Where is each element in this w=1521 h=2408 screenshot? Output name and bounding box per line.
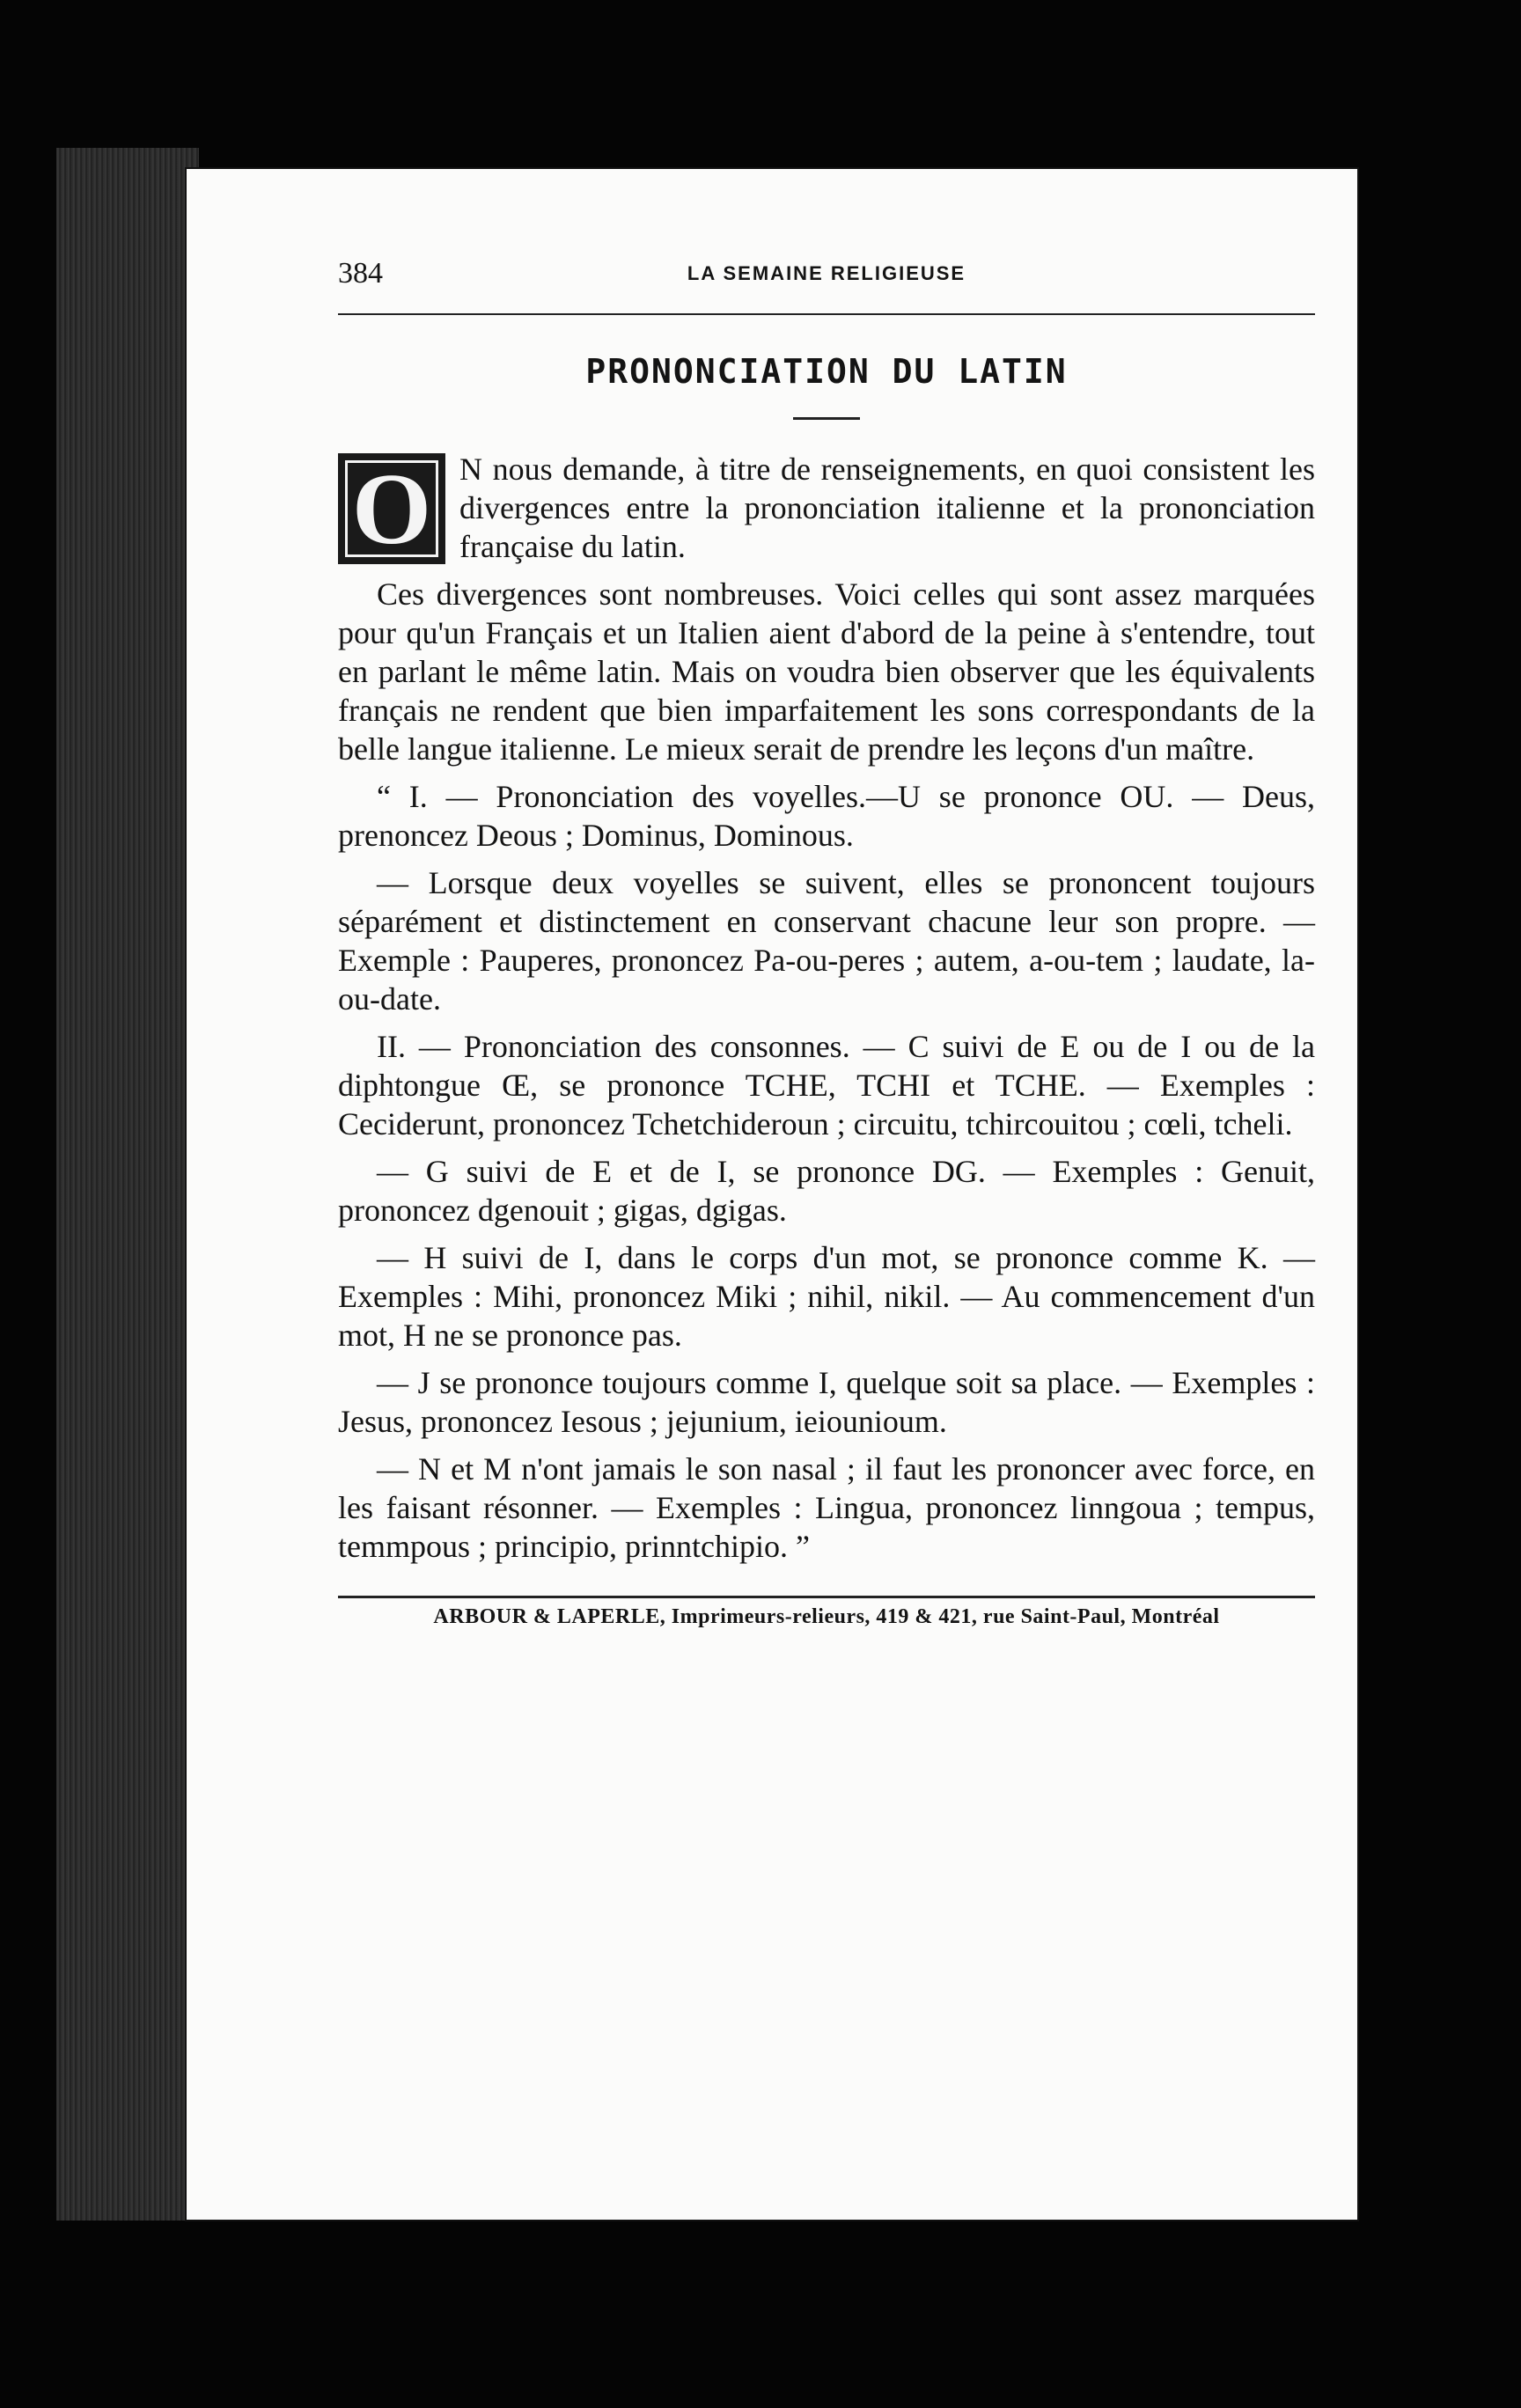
article-title: PRONONCIATION DU LATIN: [585, 352, 1068, 391]
book-edge: [56, 148, 199, 2221]
imprint-footer: ARBOUR & LAPERLE, Imprimeurs-relieurs, 419 & 421, rue Saint-Paul, Montréal: [433, 1605, 1220, 1628]
paragraph-text: N nous demande, à titre de renseignements, en quoi consistent les divergences entre la prononciation italienne et la prononciation française du latin.: [459, 452, 1315, 564]
header-rule: [338, 313, 1315, 315]
article-body: [338, 450, 1315, 1566]
paragraph-5: II. — Prononciation des consonnes. — C suivi de E ou de I ou de la diphtongue Œ, se prononce TCHE, TCHI et TCHE. — Exemples : Ceciderunt, prononcez Tchetchideroun ; circuitu, tchircouitou ; cœli, tcheli.: [338, 1029, 1315, 1142]
paragraph-9: — N et M n'ont jamais le son nasal ; il faut les prononcer avec force, en les faisant résonner. — Exemples : Lingua, prononcez linngoua ; tempus, temmpous ; principio, prinntchipio. ”: [338, 1451, 1315, 1564]
paragraph-2: Ces divergences sont nombreuses. Voici celles qui sont assez marquées pour qu'un Français et un Italien aient d'abord de la peine à s'entendre, tout en parlant le même latin. Mais on voudra bien observer que les équivalents français ne rendent que bien imparfaitement les sons correspondants de la belle langue italienne. Le mieux serait de prendre les leçons d'un maître.: [338, 576, 1315, 767]
page-header: [338, 257, 1315, 292]
page-content: [338, 257, 1315, 1629]
paragraph-3: “ I. — Prononciation des voyelles.—U se prononce OU. — Deus, prenoncez Deous ; Dominus, Dominous.: [338, 779, 1315, 853]
book-page: [187, 169, 1357, 2220]
paragraph-6: — G suivi de E et de I, se prononce DG. — Exemples : Genuit, prononcez dgenouit ; gigas, dgigas.: [338, 1154, 1315, 1228]
paragraph-1: [338, 450, 1315, 566]
footer-rule: [338, 1596, 1315, 1598]
ornamental-dropcap-icon: O: [338, 453, 445, 564]
running-head: LA SEMAINE RELIGIEUSE: [687, 262, 966, 284]
paragraph-8: — J se prononce toujours comme I, quelque soit sa place. — Exemples : Jesus, prononcez Iesous ; jejunium, ieiounioum.: [338, 1365, 1315, 1439]
page-number: 384: [338, 257, 383, 290]
paragraph-7: — H suivi de I, dans le corps d'un mot, se prononce comme K. — Exemples : Mihi, prononcez Miki ; nihil, nikil. — Au commencement d'un mot, H ne se prononce pas.: [338, 1240, 1315, 1353]
title-divider: [793, 417, 860, 420]
paragraph-4: — Lorsque deux voyelles se suivent, elles se prononcent toujours séparément et distinctement en conservant chacune leur son propre. — Exemple : Pauperes, prononcez Pa-ou-peres ; autem, a-ou-tem ; laudate, la-ou-date.: [338, 865, 1315, 1017]
